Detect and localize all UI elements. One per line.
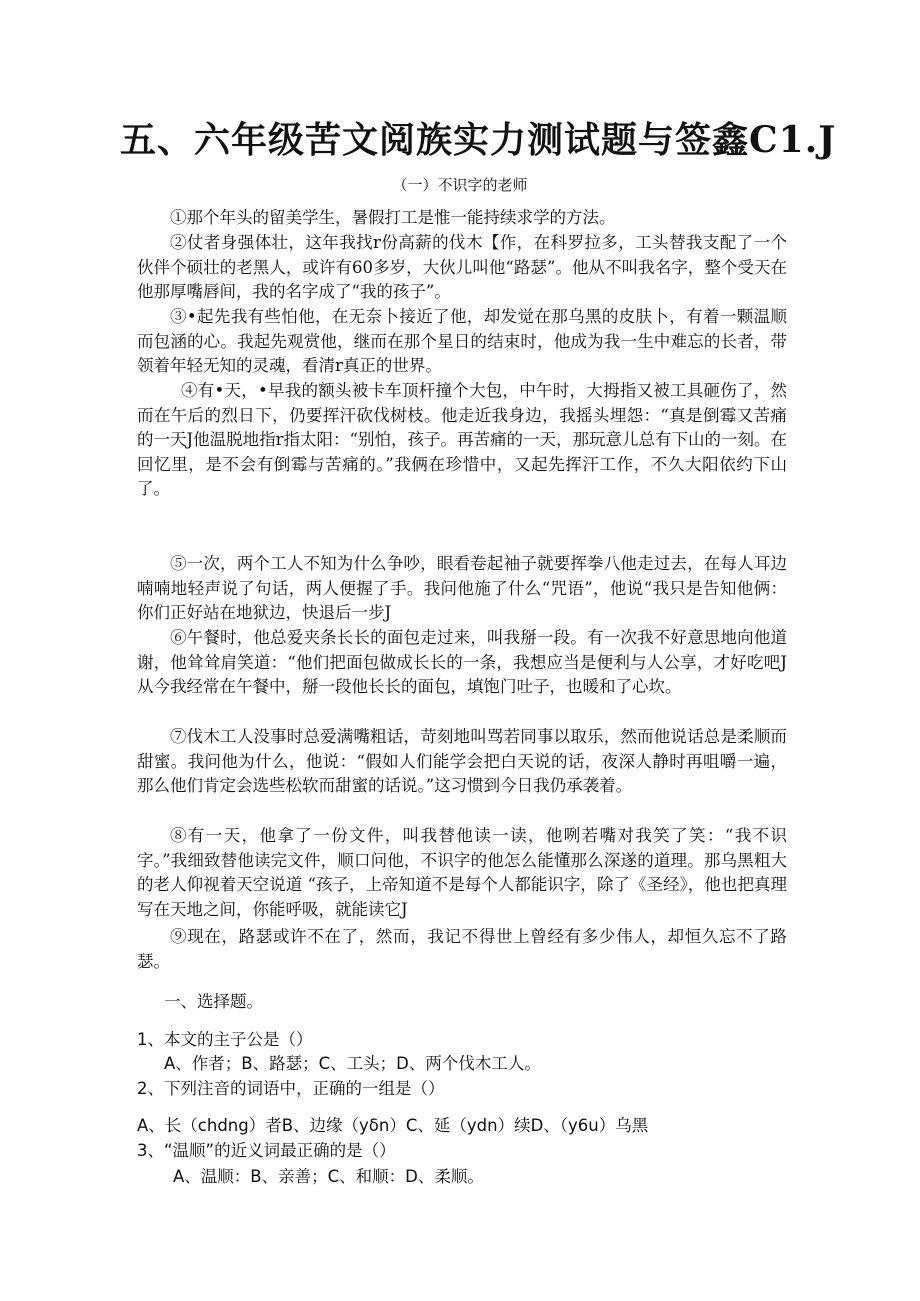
question-1-options: A、作者；B、路瑟；C、工头；D、两个伐木工人。: [164, 1054, 541, 1073]
question-3-stem: 3、“温顺”的近义词最正确的是（）: [137, 1141, 396, 1160]
paragraph-6: ⑥午餐时，他总爱夹条长长的面包走过来，叫我掰一段。有一次我不好意思地向他道谢，他耸耸肩笑道：“他们把面包做成长长的一条，我想应当是便利与人公享，才好吃吧J从今我经常在午餐中，掰一段他长长的面包，填饱门吐子，也暖和了心坎。: [137, 628, 787, 696]
section-heading: 一、选择题。: [164, 992, 263, 1011]
question-2-stem: 2、下列注音的词语中，正确的一组是（）: [137, 1079, 445, 1098]
paragraph-9: ⑨现在，路瑟或许不在了，然而，我记不得世上曾经有多少伟人，却恒久忘不了路瑟。: [137, 927, 787, 971]
paragraph-4: ④有•天，•早我的额头被卡车顶杆撞个大包，中午时，大拇指又被工具砸伤了，然而在午后的烈日下，仍要挥汗砍伐树枝。他走近我身边，我摇头埋怨：“真是倒霉又苦痛的一天J他温脱地指r指太阳：“别怕，孩子。再苦痛的一天，那玩意儿总有下山的一刻。在回忆里，是不会有倒霉与苦痛的。”我俩在珍惜中，又起先挥汗工作，不久大阳依约下山了。: [137, 381, 787, 498]
question-3-options: A、温顺：B、亲善；C、和顺：D、柔顺。: [173, 1167, 484, 1186]
article-subtitle: （一）不识字的老师: [392, 176, 528, 194]
paragraph-3: ③•起先我有些怕他，在无奈卜接近了他，却发觉在那乌黑的皮肤卜，有着一颗温顺而包涵的心。我起先观赏他，继而在那个星日的结束时，他成为我一生中难忘的长者，带领着年轻无知的灵魂，看清r真正的世界。: [137, 307, 787, 375]
paragraph-7: ⑦伐木工人没事时总爱满嘴粗话，苛刻地叫骂若同事以取乐，然而他说话总是柔顺而甜蜜。我问他为什么，他说：“假如人们能学会把白天说的话，夜深人静时再咀嚼一遍，那么他们肯定会选些松软而甜蜜的话说。”这习惯到今日我仍承袭着。: [137, 727, 787, 795]
question-2-options: A、长（chdng）者B、边缘（yδn）C、延（ydn）续D、（y6u）乌黑: [137, 1116, 649, 1135]
paragraph-2: ②仗者身强体壮，这年我找r份高薪的伐木【作，在科罗拉多，工头替我支配了一个伙伴个硕壮的老黑人，或许有60多岁，大伙儿叫他“路瑟”。他从不叫我名字，整个受天在他那厚嘴唇间，我的名字成了“我的孩子”。: [137, 233, 787, 301]
paragraph-8: ⑧有一天，他拿了一份文件，叫我替他读一读，他咧若嘴对我笑了笑：“我不识字。”我细致替他读完文件，顺口问他，不识字的他怎么能懂那么深遂的道理。那乌黑粗大的老人仰视着天空说道 “孩子，上帝知道不是每个人都能识字，除了《圣经》，他也把真理写在天地之间，你能呼吸，就能读它J: [137, 826, 787, 919]
document-title: 五、六年级苦文阅族实力测试题与签鑫C1.J: [120, 119, 837, 161]
paragraph-5: ⑤一次，两个工人不知为什么争吵，眼看卷起袖子就要挥拳八他走过去，在每人耳边喃喃地轻声说了句话，两人便握了手。我问他施了什么“咒语”，他说“我只是告知他俩：你们正好站在地狱边，快退后一步J: [137, 554, 787, 622]
question-1-stem: 1、本文的主子公是（）: [137, 1030, 313, 1049]
paragraph-1: ①那个年头的留美学生，暑假打工是惟一能持续求学的方法。: [170, 208, 616, 227]
